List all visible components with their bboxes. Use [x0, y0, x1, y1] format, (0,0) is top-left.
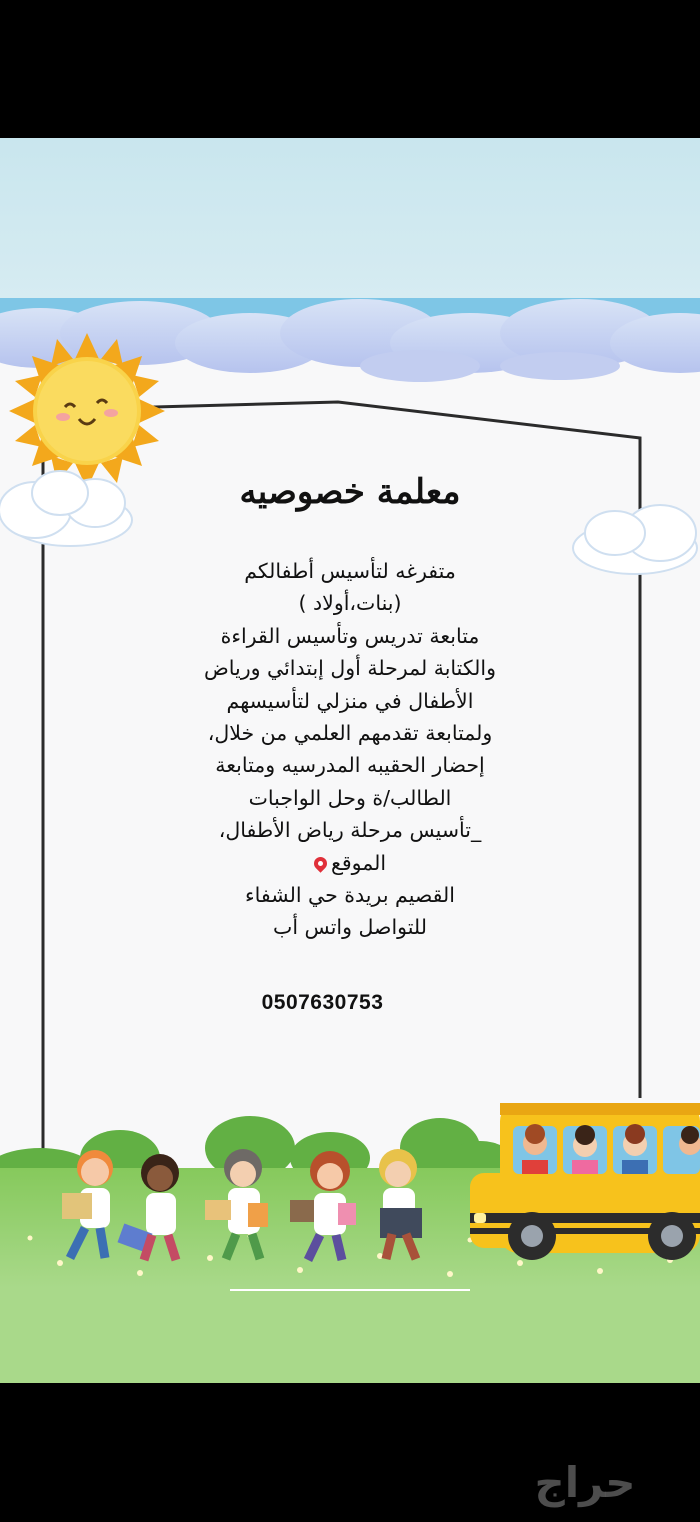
location-line	[150, 847, 550, 879]
pin-icon	[311, 854, 329, 872]
body-line: ولمتابعة تقدمهم العلمي من خلال،	[207, 721, 493, 746]
body-line: للتواصل واتس أب	[273, 915, 427, 940]
location-label: الموقع	[330, 850, 387, 875]
body-line: متابعة تدريس وتأسيس القراءة	[220, 623, 480, 648]
body-line: القصيم بريدة حي الشفاء	[245, 883, 455, 908]
body-line: والكتابة لمرحلة أول إبتدائي ورياض	[203, 656, 497, 681]
body-line: (بنات،أولاد )	[298, 591, 402, 616]
body-line: الطالب/ة وحل الواجبات	[248, 785, 452, 810]
body-line: متفرغه لتأسيس أطفالكم	[244, 559, 456, 583]
poster	[0, 138, 700, 1383]
watermark-text: حراج	[534, 1458, 636, 1507]
body-line: إحضار الحقيبه المدرسيه ومتابعة	[215, 753, 485, 778]
sun-illustration	[9, 333, 165, 489]
body-line: الأطفال في منزلي لتأسيسهم	[226, 688, 474, 713]
poster-body-text	[150, 555, 550, 944]
body-line: _تأسيس مرحلة رياض الأطفال،	[218, 818, 482, 843]
school-bus-illustration	[470, 1103, 700, 1260]
poster-title: معلمة خصوصيه	[239, 472, 461, 512]
phone-number[interactable]: 0507630753	[261, 991, 384, 1014]
top-black-bar	[0, 0, 700, 138]
haraj-watermark-logo	[485, 1453, 685, 1513]
